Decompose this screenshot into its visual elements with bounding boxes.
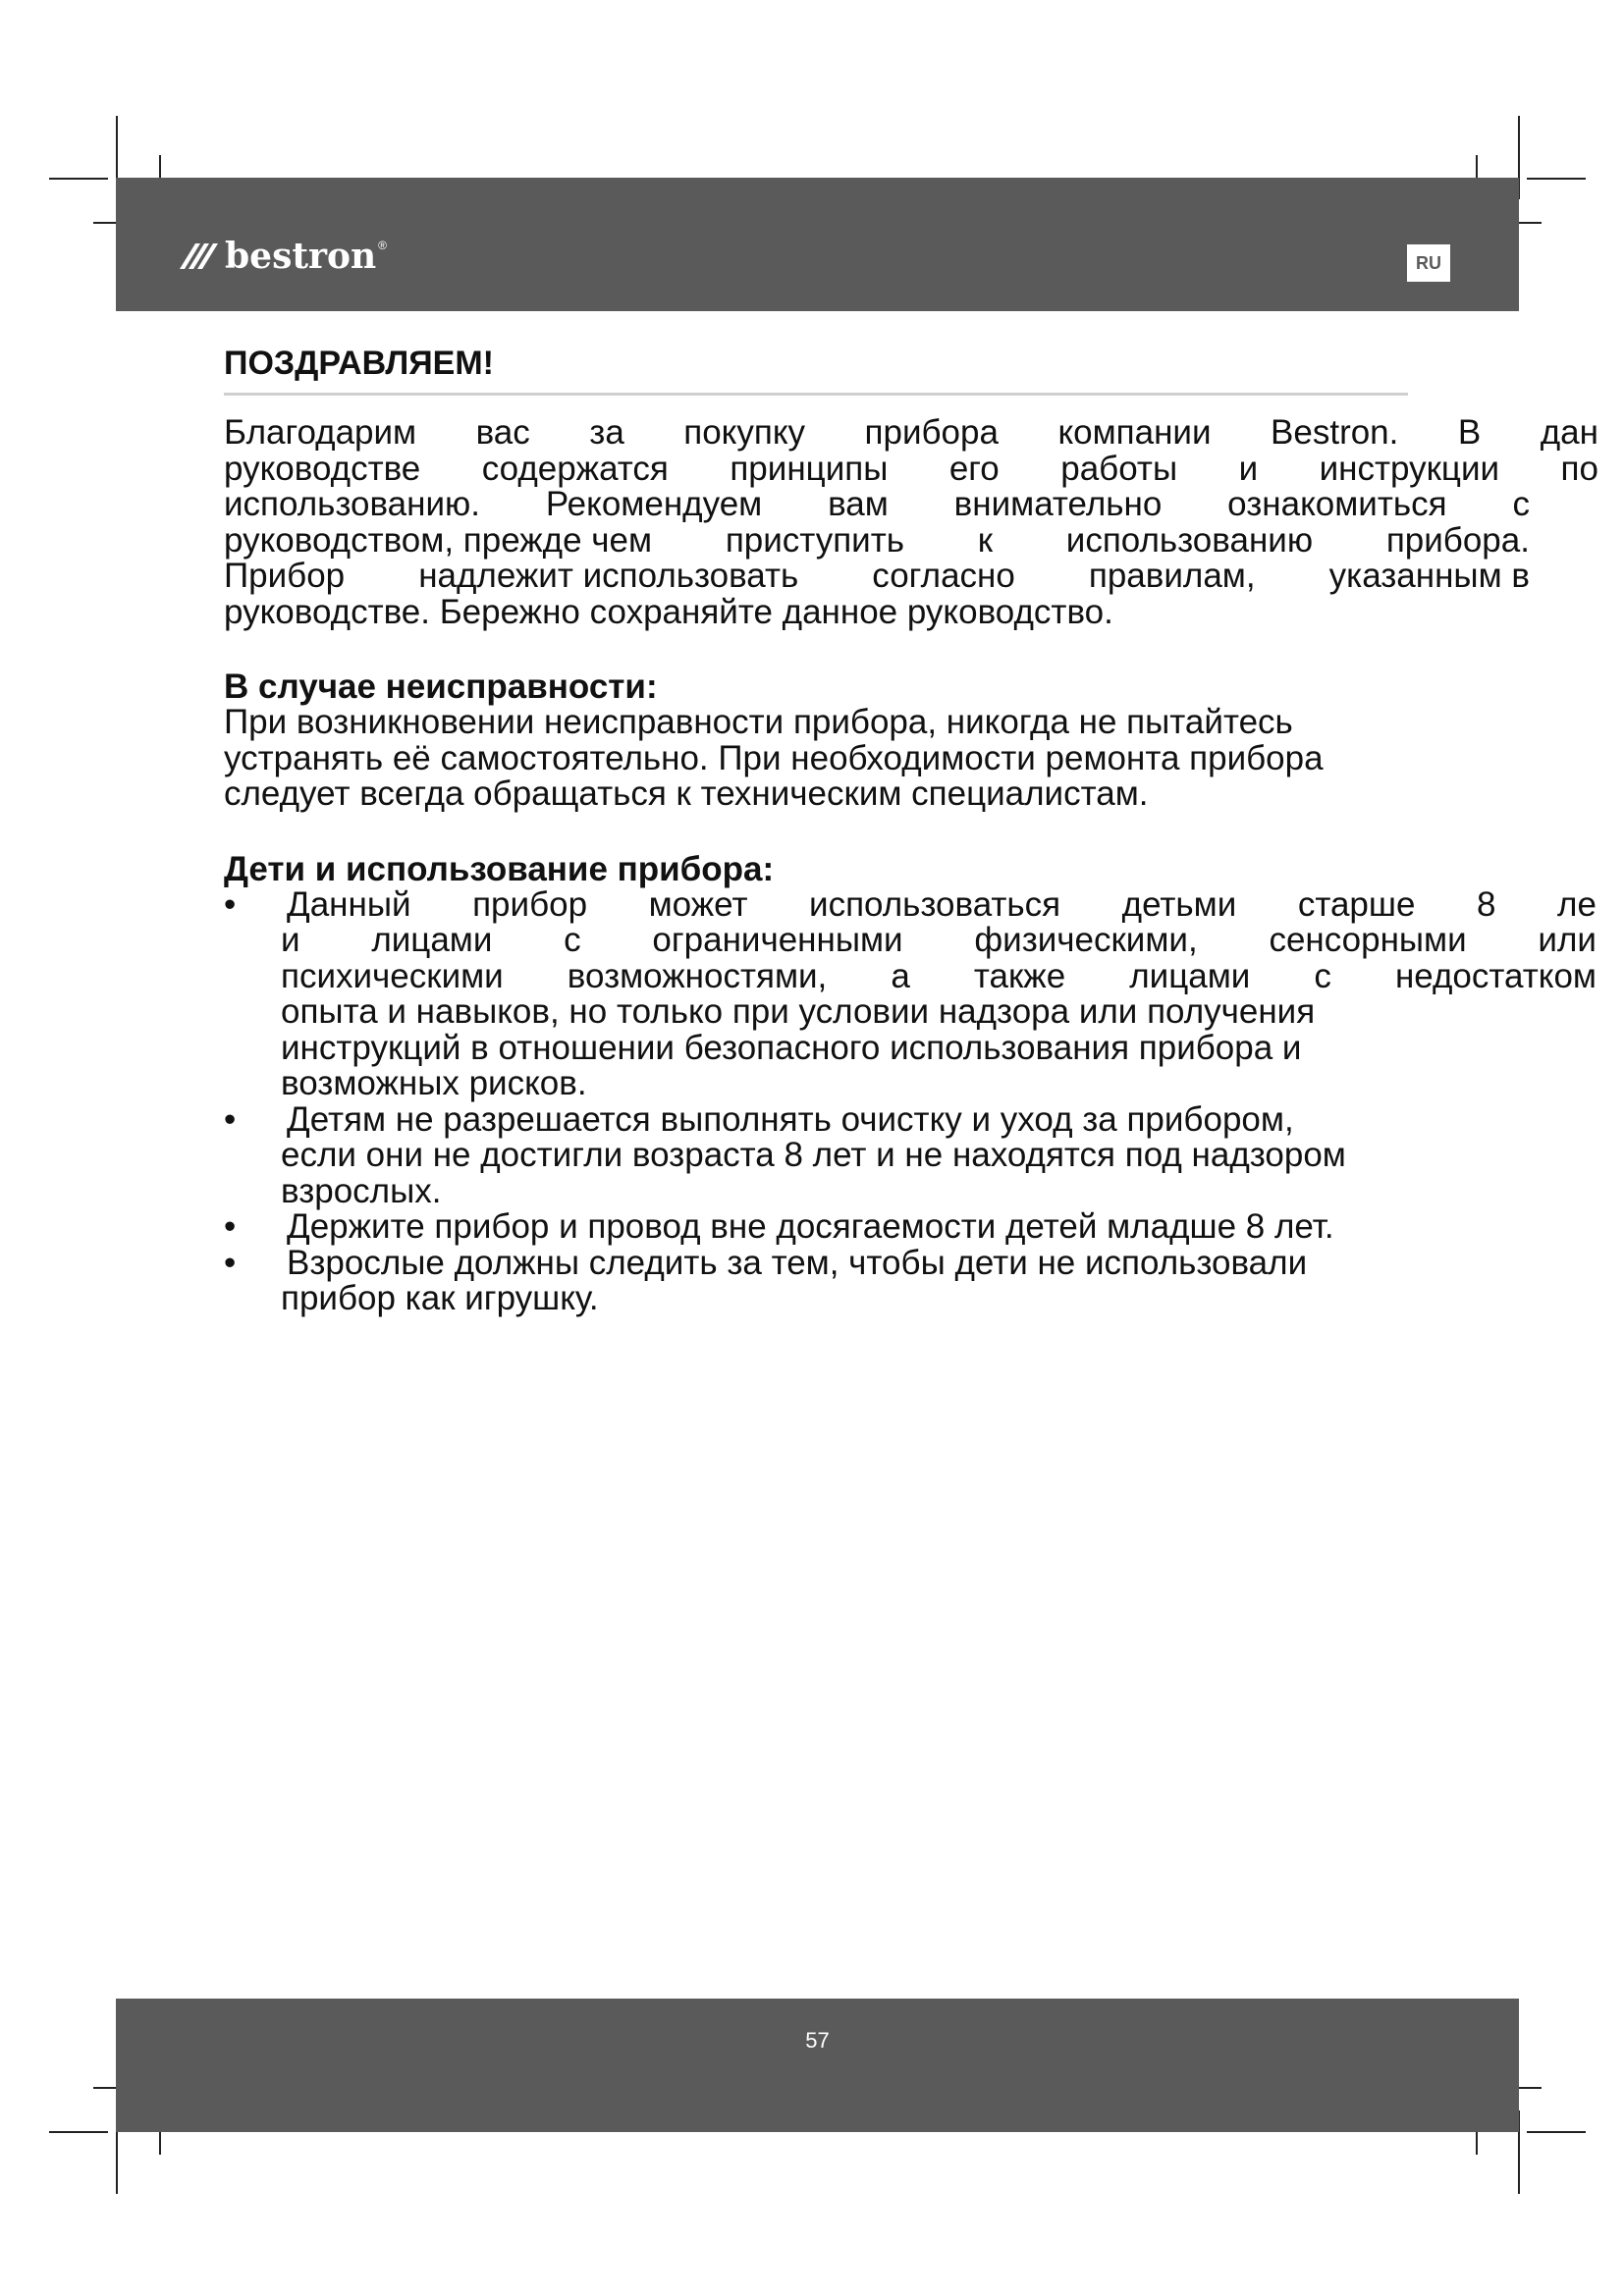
bullet-word: возможностями, — [567, 956, 828, 995]
bullet-line: Взрослые должны следить за тем, чтобы дети не использовали — [287, 1243, 1308, 1282]
intro-word: компании — [1057, 413, 1212, 452]
intro-line — [224, 592, 1598, 631]
language-badge: RU — [1407, 244, 1450, 282]
malfunction-line: следует всегда обращаться к техническим специалистам. — [224, 774, 1149, 813]
bullet-word: психическими — [281, 956, 504, 995]
bullet-line: Детям не разрешается выполнять очистку и уход за прибором, — [287, 1099, 1294, 1139]
intro-word: и — [1238, 449, 1259, 488]
malfunction-heading: В случае неисправности: — [224, 667, 658, 706]
intro-word: содержатся — [481, 449, 669, 488]
bullet-item — [224, 1209, 1589, 1246]
bullet-icon: • — [224, 1243, 237, 1282]
bullet-line — [281, 956, 1597, 995]
crop-mark — [1527, 2131, 1586, 2133]
intro-word: правилам, — [1088, 557, 1256, 595]
bullet-word: может — [648, 884, 748, 924]
bullet-line: если они не достигли возраста 8 лет и не находятся под надзором — [281, 1136, 1346, 1174]
registered-mark: ® — [378, 239, 387, 252]
intro-word: согласно — [872, 557, 1015, 595]
malfunction-text — [224, 705, 1589, 813]
bullet-word: сенсорными — [1269, 921, 1467, 959]
intro-line — [224, 559, 1530, 595]
page-content — [224, 344, 1598, 1317]
brand-logo — [180, 237, 387, 276]
intro-word: использованию — [1065, 520, 1314, 560]
intro-line — [224, 449, 1598, 488]
footer-band — [116, 1999, 1519, 2132]
intro-word: к — [977, 520, 994, 560]
bullet-word: и — [281, 921, 300, 959]
page-number: 57 — [805, 2028, 830, 2053]
intro-word: Bestron. — [1271, 413, 1399, 452]
intro-word: с — [1512, 485, 1530, 523]
bullet-word: детьми — [1121, 884, 1237, 924]
header-band — [116, 178, 1519, 311]
intro-word: прибора. — [1385, 520, 1530, 560]
intro-word: вас — [475, 413, 530, 452]
intro-word: руководстве — [224, 449, 421, 488]
intro-word: В — [1457, 413, 1482, 452]
bullet-word: также — [973, 956, 1066, 995]
bullet-word: физическими, — [974, 921, 1198, 959]
bullet-line: Держите прибор и провод вне досягаемости детей младше 8 лет. — [287, 1207, 1334, 1246]
intro-word: руководстве. Бережно сохраняйте данное руководство. — [224, 592, 1113, 631]
intro-word: Благодарим — [224, 413, 417, 452]
children-heading: Дети и использование прибора: — [224, 849, 775, 888]
bullet-word: или — [1538, 921, 1597, 959]
bullet-line: инструкций в отношении безопасного использования прибора и — [281, 1028, 1302, 1067]
malfunction-line: При возникновении неисправности прибора, никогда не пытайтесь — [224, 703, 1293, 741]
intro-word: принципы — [730, 449, 889, 488]
intro-word: приступить — [725, 520, 904, 560]
bullet-word: с — [1314, 956, 1331, 995]
bullet-icon: • — [224, 1099, 237, 1139]
brand-name: bestron — [225, 236, 377, 277]
bullet-word: 8 — [1477, 884, 1496, 924]
malfunction-line: устранять её самостоятельно. При необходимости ремонта прибора — [224, 738, 1324, 777]
bullet-word: ле — [1557, 884, 1597, 924]
bullet-line: возможных рисков. — [281, 1064, 587, 1102]
bullet-item — [224, 1243, 1589, 1317]
intro-word: инструкции — [1319, 449, 1500, 488]
intro-word: за — [589, 413, 624, 452]
intro-paragraph — [224, 415, 1598, 630]
bullet-line — [287, 884, 1597, 924]
intro-word: прибора — [864, 413, 999, 452]
crop-mark — [49, 178, 108, 180]
bullet-line — [281, 923, 1597, 959]
bullet-line: прибор как игрушку. — [281, 1279, 599, 1317]
chevron-logo-icon — [180, 240, 219, 273]
bullet-item — [224, 884, 1597, 1102]
bullet-word: а — [891, 956, 910, 995]
children-bullet-list — [224, 884, 1597, 1317]
intro-word: по — [1560, 449, 1598, 488]
bullet-word: недостатком — [1394, 956, 1597, 995]
intro-word: ознакомиться — [1227, 485, 1447, 523]
intro-word: указанным в — [1328, 557, 1530, 595]
intro-line — [224, 415, 1598, 452]
intro-line — [224, 520, 1530, 560]
bullet-icon: • — [224, 884, 237, 924]
intro-word: дан — [1540, 413, 1598, 452]
bullet-word: прибор — [472, 884, 588, 924]
intro-word: вам — [828, 485, 889, 523]
intro-line — [224, 487, 1530, 523]
intro-word: использованию. — [224, 485, 480, 523]
title-divider — [224, 393, 1408, 396]
children-section — [224, 849, 1597, 1317]
bullet-word: с — [564, 921, 581, 959]
intro-word: его — [948, 449, 1000, 488]
intro-word: Прибор — [224, 557, 346, 595]
intro-word: Рекомендуем — [545, 485, 763, 523]
bullet-word: лицами — [1129, 956, 1251, 995]
intro-word: надлежит использовать — [418, 557, 799, 595]
intro-word: внимательно — [953, 485, 1163, 523]
bullet-word: лицами — [371, 921, 493, 959]
bullet-line: опыта и навыков, но только при условии надзора или получения — [281, 992, 1316, 1031]
bullet-word: Данный — [287, 884, 411, 924]
bullet-word: использоваться — [809, 884, 1061, 924]
intro-word: покупку — [683, 413, 806, 452]
malfunction-section — [224, 669, 1589, 813]
bullet-word: ограниченными — [652, 921, 903, 959]
crop-mark — [1527, 178, 1586, 180]
bullet-item — [224, 1099, 1589, 1210]
bullet-icon: • — [224, 1207, 237, 1246]
bullet-word: старше — [1297, 884, 1416, 924]
bullet-line: взрослых. — [281, 1171, 442, 1210]
intro-word: руководством, прежде чем — [224, 520, 653, 560]
intro-word: работы — [1060, 449, 1178, 488]
crop-mark — [49, 2131, 108, 2133]
page-title: ПОЗДРАВЛЯЕМ! — [224, 345, 494, 382]
